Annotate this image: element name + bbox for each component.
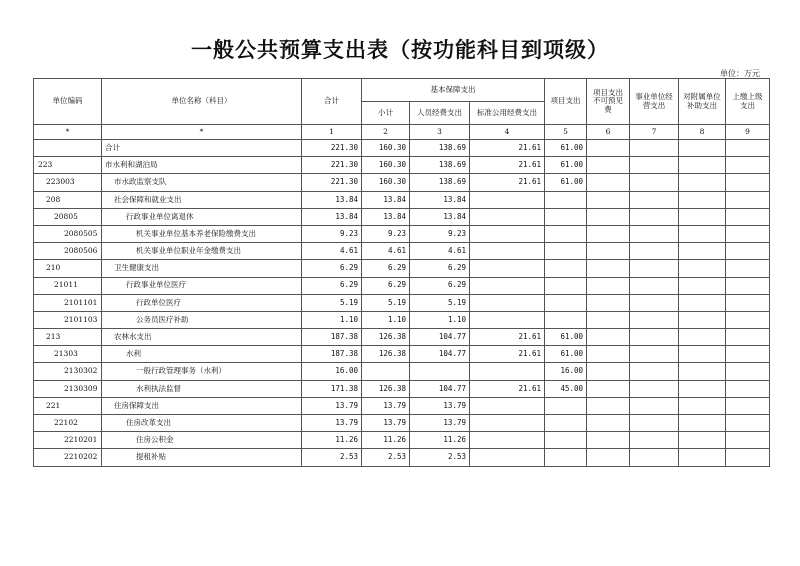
row-value: 13.79 <box>362 397 410 414</box>
row-name: 水利 <box>102 346 302 363</box>
row-name: 住房改革支出 <box>102 415 302 432</box>
header-basic: 基本保障支出 <box>362 79 545 102</box>
row-value: 6.29 <box>362 260 410 277</box>
row-value: 138.69 <box>410 140 470 157</box>
index-cell: 7 <box>630 125 679 140</box>
row-name: 机关事业单位基本养老保险缴费支出 <box>102 225 302 242</box>
row-value: 11.26 <box>362 432 410 449</box>
table-row <box>34 277 770 294</box>
row-value <box>679 329 726 346</box>
table-row <box>34 415 770 432</box>
table-row <box>34 294 770 311</box>
row-value <box>587 432 630 449</box>
row-code: 210 <box>34 260 102 277</box>
row-value <box>587 449 630 466</box>
row-value <box>630 260 679 277</box>
row-value: 21.61 <box>470 329 545 346</box>
row-name: 社会保障和就业支出 <box>102 191 302 208</box>
row-value <box>587 329 630 346</box>
header-code: 单位编码 <box>34 79 102 125</box>
row-value <box>630 140 679 157</box>
row-value <box>679 432 726 449</box>
table-body <box>34 140 770 467</box>
row-value: 61.00 <box>545 346 587 363</box>
table-row <box>34 191 770 208</box>
row-value <box>470 225 545 242</box>
row-value <box>630 191 679 208</box>
row-value <box>726 208 770 225</box>
row-value <box>587 174 630 191</box>
row-value <box>587 294 630 311</box>
row-value <box>679 449 726 466</box>
row-code: 2210202 <box>34 449 102 466</box>
row-value <box>470 277 545 294</box>
row-code: 22102 <box>34 415 102 432</box>
index-row <box>34 125 770 140</box>
table-row <box>34 380 770 397</box>
row-value: 104.77 <box>410 346 470 363</box>
row-value <box>470 415 545 432</box>
row-value: 221.30 <box>302 140 362 157</box>
table-row <box>34 329 770 346</box>
row-value <box>679 157 726 174</box>
row-value: 126.38 <box>362 346 410 363</box>
row-value <box>545 243 587 260</box>
row-value <box>679 380 726 397</box>
row-value: 13.79 <box>410 397 470 414</box>
row-value <box>726 311 770 328</box>
row-code: 21303 <box>34 346 102 363</box>
table-row <box>34 260 770 277</box>
row-value: 2.53 <box>410 449 470 466</box>
index-cell: 4 <box>470 125 545 140</box>
row-value <box>726 191 770 208</box>
row-value: 6.29 <box>302 277 362 294</box>
index-cell: * <box>34 125 102 140</box>
row-value <box>726 415 770 432</box>
row-value: 187.38 <box>302 346 362 363</box>
row-code: 213 <box>34 329 102 346</box>
row-value <box>587 380 630 397</box>
table-row <box>34 346 770 363</box>
row-value: 61.00 <box>545 174 587 191</box>
row-code: 223 <box>34 157 102 174</box>
row-value: 13.84 <box>362 191 410 208</box>
row-value: 126.38 <box>362 329 410 346</box>
row-value: 6.29 <box>362 277 410 294</box>
row-value: 160.30 <box>362 157 410 174</box>
row-value <box>470 397 545 414</box>
row-value <box>630 432 679 449</box>
row-value: 138.69 <box>410 174 470 191</box>
row-value: 9.23 <box>302 225 362 242</box>
index-cell: 6 <box>587 125 630 140</box>
row-value: 16.00 <box>545 363 587 380</box>
row-value <box>470 260 545 277</box>
row-value: 126.38 <box>362 380 410 397</box>
row-code: 2101103 <box>34 311 102 328</box>
row-value: 13.79 <box>302 415 362 432</box>
row-value <box>545 449 587 466</box>
row-value <box>545 191 587 208</box>
row-name: 公务员医疗补助 <box>102 311 302 328</box>
row-value <box>679 174 726 191</box>
row-value <box>630 174 679 191</box>
table-row <box>34 157 770 174</box>
row-value <box>726 260 770 277</box>
row-name: 合计 <box>102 140 302 157</box>
header-subtotal: 小计 <box>362 102 410 125</box>
row-value <box>679 311 726 328</box>
budget-table <box>33 78 770 467</box>
row-value <box>726 329 770 346</box>
header-standard: 标准公用经费支出 <box>470 102 545 125</box>
row-value: 104.77 <box>410 380 470 397</box>
row-value: 11.26 <box>410 432 470 449</box>
table-row <box>34 432 770 449</box>
row-value <box>679 294 726 311</box>
row-value <box>630 311 679 328</box>
row-name: 一般行政管理事务（水利） <box>102 363 302 380</box>
row-value: 1.10 <box>410 311 470 328</box>
row-code: 221 <box>34 397 102 414</box>
table-row <box>34 449 770 466</box>
row-value <box>726 277 770 294</box>
row-value <box>630 294 679 311</box>
index-cell: 1 <box>302 125 362 140</box>
row-value: 13.84 <box>302 191 362 208</box>
row-code: 2130309 <box>34 380 102 397</box>
row-value <box>679 243 726 260</box>
row-value <box>679 225 726 242</box>
row-value <box>587 140 630 157</box>
row-value <box>587 415 630 432</box>
row-value: 6.29 <box>302 260 362 277</box>
row-value <box>726 380 770 397</box>
index-cell: 2 <box>362 125 410 140</box>
row-value <box>470 432 545 449</box>
row-value <box>630 415 679 432</box>
row-value: 187.38 <box>302 329 362 346</box>
row-value <box>545 208 587 225</box>
row-name: 住房保障支出 <box>102 397 302 414</box>
row-name: 行政事业单位离退休 <box>102 208 302 225</box>
row-code: 2080505 <box>34 225 102 242</box>
row-value: 5.19 <box>302 294 362 311</box>
row-value: 21.61 <box>470 140 545 157</box>
row-value <box>679 208 726 225</box>
row-value <box>726 225 770 242</box>
row-value: 160.30 <box>362 174 410 191</box>
table-row <box>34 243 770 260</box>
row-value <box>630 243 679 260</box>
row-value <box>587 225 630 242</box>
unit-label: 单位：万元 <box>720 69 760 78</box>
row-value: 5.19 <box>410 294 470 311</box>
row-value <box>587 346 630 363</box>
row-value <box>545 277 587 294</box>
row-value: 6.29 <box>410 260 470 277</box>
row-value: 4.61 <box>362 243 410 260</box>
row-name: 农林水支出 <box>102 329 302 346</box>
row-value <box>470 311 545 328</box>
row-name: 市水政监察支队 <box>102 174 302 191</box>
row-value: 11.26 <box>302 432 362 449</box>
row-name: 机关事业单位职业年金缴费支出 <box>102 243 302 260</box>
row-value <box>630 397 679 414</box>
header-business: 事业单位经营支出 <box>630 79 679 125</box>
row-value <box>630 380 679 397</box>
row-value: 4.61 <box>302 243 362 260</box>
table-row <box>34 397 770 414</box>
row-value <box>679 397 726 414</box>
row-value <box>679 415 726 432</box>
row-value <box>679 363 726 380</box>
row-value: 21.61 <box>470 157 545 174</box>
row-code: 223003 <box>34 174 102 191</box>
row-value <box>726 346 770 363</box>
row-value: 2.53 <box>302 449 362 466</box>
row-value <box>545 225 587 242</box>
row-value <box>362 363 410 380</box>
row-value: 104.77 <box>410 329 470 346</box>
row-value <box>587 191 630 208</box>
row-value <box>545 294 587 311</box>
table-row <box>34 363 770 380</box>
row-value <box>587 208 630 225</box>
row-value <box>545 415 587 432</box>
row-value <box>587 277 630 294</box>
row-value <box>726 157 770 174</box>
row-value <box>545 397 587 414</box>
row-value <box>630 363 679 380</box>
row-value: 221.30 <box>302 157 362 174</box>
page-title: 一般公共预算支出表（按功能科目到项级） <box>191 38 609 62</box>
row-value: 16.00 <box>302 363 362 380</box>
row-value: 221.30 <box>302 174 362 191</box>
row-value: 160.30 <box>362 140 410 157</box>
row-name: 行政事业单位医疗 <box>102 277 302 294</box>
row-name: 住房公积金 <box>102 432 302 449</box>
row-value <box>545 260 587 277</box>
row-value <box>545 432 587 449</box>
row-value <box>630 277 679 294</box>
row-value: 13.84 <box>302 208 362 225</box>
row-value <box>726 243 770 260</box>
row-value <box>587 363 630 380</box>
header-total: 合计 <box>302 79 362 125</box>
header-personnel: 人员经费支出 <box>410 102 470 125</box>
row-value: 13.84 <box>410 208 470 225</box>
row-value: 1.10 <box>302 311 362 328</box>
index-cell: 9 <box>726 125 770 140</box>
row-value <box>726 363 770 380</box>
row-value <box>410 363 470 380</box>
table-row <box>34 208 770 225</box>
row-name: 市水利和湖泊局 <box>102 157 302 174</box>
row-code: 2101101 <box>34 294 102 311</box>
table-row <box>34 311 770 328</box>
row-value: 13.84 <box>362 208 410 225</box>
row-value: 21.61 <box>470 174 545 191</box>
row-name: 水利执法监督 <box>102 380 302 397</box>
row-code: 21011 <box>34 277 102 294</box>
row-value: 13.79 <box>302 397 362 414</box>
row-value <box>630 346 679 363</box>
header-project: 项目支出 <box>545 79 587 125</box>
row-value <box>726 140 770 157</box>
row-name: 行政单位医疗 <box>102 294 302 311</box>
row-value <box>679 346 726 363</box>
row-value <box>679 277 726 294</box>
row-value <box>587 260 630 277</box>
row-value <box>470 363 545 380</box>
row-value <box>470 208 545 225</box>
row-value <box>587 157 630 174</box>
row-code: 20805 <box>34 208 102 225</box>
row-value <box>470 294 545 311</box>
row-code: 208 <box>34 191 102 208</box>
row-value <box>726 174 770 191</box>
row-value <box>470 191 545 208</box>
row-value: 61.00 <box>545 140 587 157</box>
row-value <box>470 243 545 260</box>
row-name: 卫生健康支出 <box>102 260 302 277</box>
row-value <box>679 260 726 277</box>
row-code: 2210201 <box>34 432 102 449</box>
row-value <box>630 329 679 346</box>
row-value <box>679 140 726 157</box>
row-value: 13.84 <box>410 191 470 208</box>
row-value: 61.00 <box>545 157 587 174</box>
header-name: 单位名称（科目） <box>102 79 302 125</box>
row-value <box>587 397 630 414</box>
row-value <box>587 311 630 328</box>
row-value <box>630 157 679 174</box>
row-value <box>630 225 679 242</box>
row-value: 4.61 <box>410 243 470 260</box>
table-row <box>34 225 770 242</box>
row-value <box>726 294 770 311</box>
index-cell: 5 <box>545 125 587 140</box>
row-value <box>470 449 545 466</box>
row-code <box>34 140 102 157</box>
row-code: 2080506 <box>34 243 102 260</box>
row-value <box>630 449 679 466</box>
index-cell: 8 <box>679 125 726 140</box>
row-value <box>726 449 770 466</box>
row-value <box>630 208 679 225</box>
header-subsidy: 对附属单位补助支出 <box>679 79 726 125</box>
row-value: 5.19 <box>362 294 410 311</box>
row-value: 13.79 <box>410 415 470 432</box>
row-value <box>726 432 770 449</box>
row-value: 171.38 <box>302 380 362 397</box>
row-value: 9.23 <box>362 225 410 242</box>
header-unforeseen: 项目支出不可预见费 <box>587 79 630 125</box>
row-value: 6.29 <box>410 277 470 294</box>
index-cell: * <box>102 125 302 140</box>
table-row <box>34 174 770 191</box>
row-value: 13.79 <box>362 415 410 432</box>
row-value <box>726 397 770 414</box>
row-value: 138.69 <box>410 157 470 174</box>
row-value: 61.00 <box>545 329 587 346</box>
index-cell: 3 <box>410 125 470 140</box>
row-value <box>679 191 726 208</box>
row-value: 45.00 <box>545 380 587 397</box>
row-value <box>587 243 630 260</box>
table-row <box>34 140 770 157</box>
row-value: 21.61 <box>470 380 545 397</box>
row-value: 21.61 <box>470 346 545 363</box>
row-name: 提租补贴 <box>102 449 302 466</box>
row-value: 2.53 <box>362 449 410 466</box>
row-code: 2130302 <box>34 363 102 380</box>
row-value <box>545 311 587 328</box>
row-value: 9.23 <box>410 225 470 242</box>
header-upper: 上缴上级支出 <box>726 79 770 125</box>
row-value: 1.10 <box>362 311 410 328</box>
